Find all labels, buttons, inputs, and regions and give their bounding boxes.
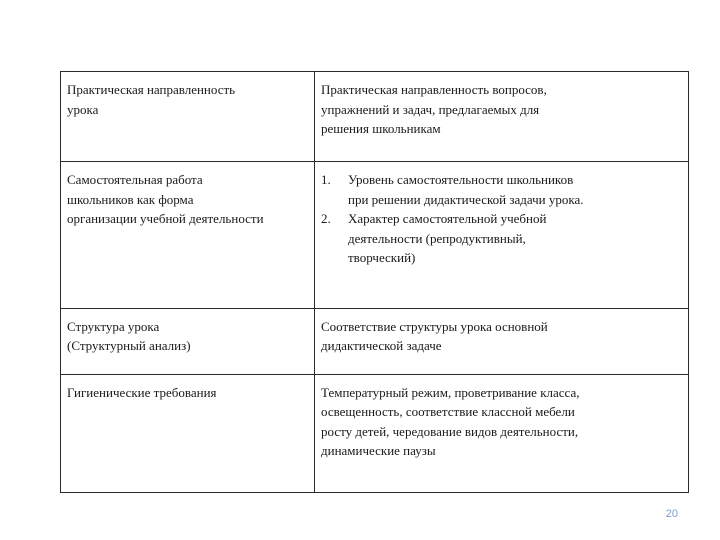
criterion-cell <box>61 72 315 162</box>
description-line: Практическая направленность вопросов, <box>321 82 547 97</box>
criterion-line: Практическая направленность <box>67 82 236 97</box>
description-line: динамические паузы <box>321 443 436 459</box>
description-line: дидактической задаче <box>321 338 442 354</box>
criteria-table <box>60 71 689 493</box>
description-cell <box>315 162 689 308</box>
table-row <box>61 162 689 308</box>
description-cell <box>315 308 689 374</box>
criterion-line: Самостоятельная работа <box>67 172 203 188</box>
page-number: 20 <box>665 508 678 520</box>
criterion-line: Структура урока <box>67 318 160 334</box>
description-line: Соответствие структуры урока основной <box>321 318 548 334</box>
description-line: творческий) <box>348 250 416 266</box>
description-cell <box>315 374 689 492</box>
description-line: деятельности (репродуктивный, <box>348 230 526 246</box>
description-line: Характер самостоятельной учебной <box>348 211 547 227</box>
list-item <box>321 170 682 209</box>
criterion-cell <box>61 162 315 308</box>
criterion-line: урока <box>67 101 99 117</box>
description-cell <box>315 72 689 162</box>
criterion-cell <box>61 374 315 492</box>
table-row <box>61 374 689 492</box>
table-row <box>61 72 689 162</box>
description-line: упражнений и задач, предлагаемых для <box>321 101 540 117</box>
description-line: освещенность, соответствие классной мебели <box>321 404 575 420</box>
criterion-line: (Структурный анализ) <box>67 338 191 354</box>
description-line: решения школьникам <box>321 121 441 136</box>
description-line: росту детей, чередование видов деятельности, <box>321 423 579 439</box>
description-line: Уровень самостоятельности школьников <box>348 172 574 188</box>
list-number: 1. <box>321 172 331 188</box>
description-line: Температурный режим, проветривание класса, <box>321 384 580 400</box>
criterion-line: школьников как форма <box>67 191 194 207</box>
criterion-line: Гигиенические требования <box>67 384 217 400</box>
list-number: 2. <box>321 211 331 227</box>
criterion-cell <box>61 308 315 374</box>
description-line: при решении дидактической задачи урока. <box>348 191 584 207</box>
list-item <box>321 209 682 268</box>
criterion-line: организации учебной деятельности <box>67 211 264 227</box>
numbered-list <box>321 170 682 268</box>
table-row <box>61 308 689 374</box>
